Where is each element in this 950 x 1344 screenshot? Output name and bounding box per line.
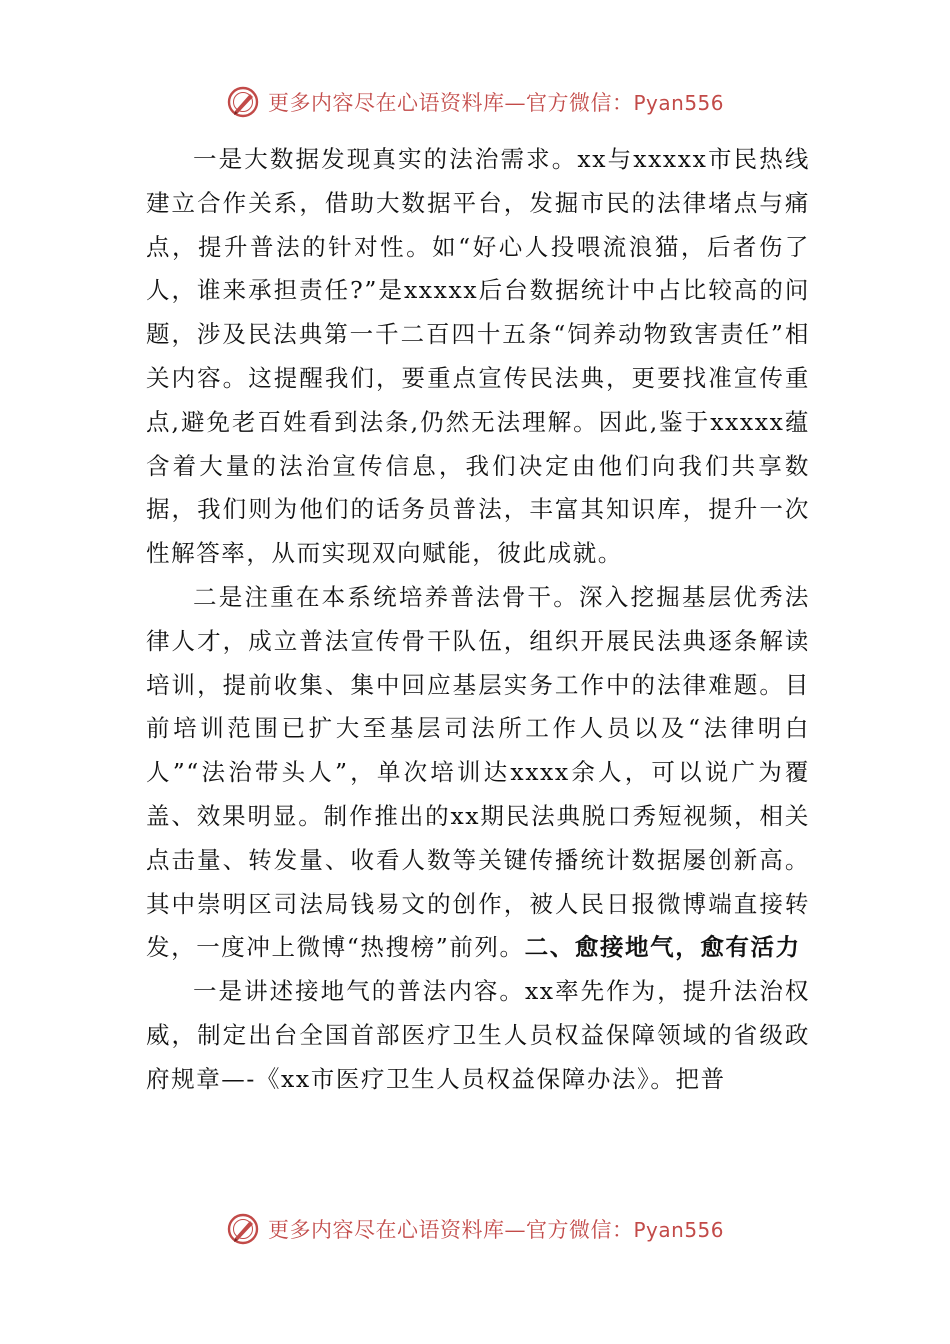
section-heading-2: 二、愈接地气，愈有活力 bbox=[524, 933, 801, 962]
document-body bbox=[146, 138, 810, 1102]
paragraph-grounded-content: 一是讲述接地气的普法内容。xx率先作为，提升法治权威，制定出台全国首部医疗卫生人员权益保障领域的省级政府规章—-《xx市医疗卫生人员权益保障办法》。把普 bbox=[146, 977, 810, 1093]
watermark-text: 更多内容尽在心语资料库—官方微信：Pyan556 bbox=[267, 91, 724, 115]
paragraph-legal-backbone bbox=[146, 576, 810, 970]
pen-circle-logo-icon bbox=[226, 1212, 260, 1246]
watermark-footer bbox=[0, 1209, 950, 1249]
paragraph-legal-backbone-text: 二是注重在本系统培养普法骨干。深入挖掘基层优秀法律人才，成立普法宣传骨干队伍，组织开展民法典逐条解读培训，提前收集、集中回应基层实务工作中的法律难题。目前培训范围已扩大至基层司法所工作人员以及“法律明白人”“法治带头人”，单次培训达xxxx余人，可以说广为覆盖、效果明显。制作推出的xx期民法典脱口秀短视频，相关点击量、转发量、收看人数等关键传播统计数据屡创新高。其中崇明区司法局钱易文的创作，被人民日报微博端直接转发，一度冲上微博“热搜榜”前列。 bbox=[146, 582, 810, 962]
pen-circle-logo-icon bbox=[226, 85, 260, 119]
watermark-text: 更多内容尽在心语资料库—官方微信：Pyan556 bbox=[267, 1218, 724, 1242]
paragraph-big-data: 一是大数据发现真实的法治需求。xx与xxxxx市民热线建立合作关系，借助大数据平台，发掘市民的法律堵点与痛点，提升普法的针对性。如“好心人投喂流浪猫，后者伤了人，谁来承担责任?”是xxxxx后台数据统计中占比较高的问题，涉及民法典第一千二百四十五条“饲养动物致害责任”相关内容。这提醒我们，要重点宣传民法典，更要找准宣传重点,避免老百姓看到法条,仍然无法理解。因此,鉴于xxxxx蕴含着大量的法治宣传信息，我们决定由他们向我们共享数据，我们则为他们的话务员普法，丰富其知识库，提升一次性解答率，从而实现双向赋能，彼此成就。 bbox=[146, 145, 810, 568]
watermark-header bbox=[0, 82, 950, 122]
